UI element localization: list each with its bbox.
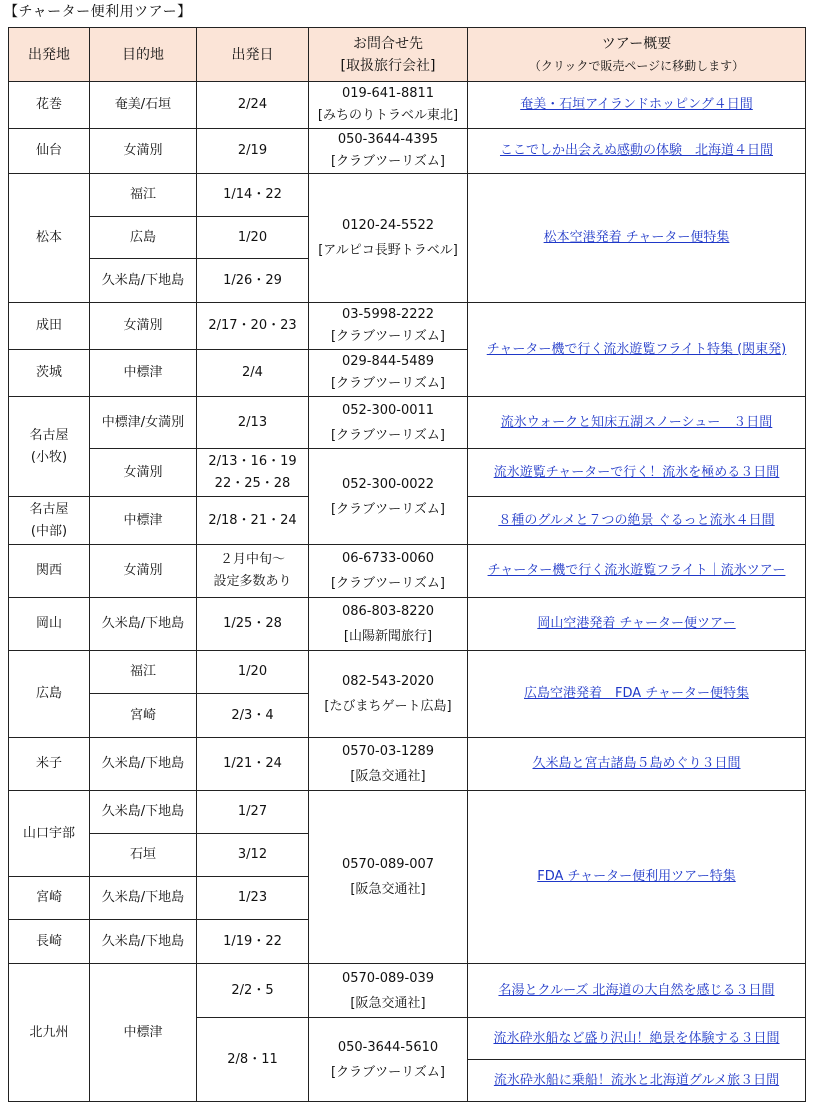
contact-agency: [アルピコ長野トラベル] <box>318 243 458 258</box>
destination-cell: 中標津/女満別 <box>90 397 197 449</box>
origin-cell: 関西 <box>9 545 90 598</box>
table-row <box>9 82 806 129</box>
tour-cell <box>468 545 806 598</box>
header-contact-line1: お問合せ先 <box>353 35 423 52</box>
contact-agency: [みちのりトラベル東北] <box>317 108 459 123</box>
table-row <box>9 303 806 350</box>
date-line2: 22・25・28 <box>214 475 291 491</box>
date-cell: 1/27 <box>197 791 309 834</box>
destination-cell: 石垣 <box>90 834 197 877</box>
header-contact <box>309 28 468 82</box>
destination-cell: 宮崎 <box>90 694 197 738</box>
tour-cell <box>468 651 806 738</box>
origin-line1: 名古屋 <box>29 427 69 443</box>
page-title: 【チャーター便利用ツアー】 <box>4 4 192 20</box>
tour-link[interactable]: チャーター機で行く流氷遊覧フライト特集 (関東発) <box>486 341 787 357</box>
tour-cell <box>468 129 806 174</box>
contact-agency: [クラブツーリズム] <box>331 501 445 517</box>
contact-cell <box>309 449 468 545</box>
date-cell: 1/26・29 <box>197 259 309 303</box>
origin-cell: 岡山 <box>9 598 90 651</box>
tour-link[interactable]: チャーター機で行く流氷遊覧フライト｜流氷ツアー <box>487 563 786 578</box>
contact-phone: 0120-24-5522 <box>341 218 435 233</box>
contact-cell <box>309 738 468 791</box>
contact-agency: [クラブツーリズム] <box>331 329 445 344</box>
contact-agency: [たびまちゲート広島] <box>324 699 452 714</box>
origin-cell: 米子 <box>9 738 90 791</box>
contact-cell <box>309 545 468 598</box>
destination-cell: 女満別 <box>90 129 197 174</box>
tour-cell <box>468 1060 806 1102</box>
origin-line1: 名古屋 <box>29 501 69 517</box>
date-cell: 2/3・4 <box>197 694 309 738</box>
destination-cell: 奄美/石垣 <box>90 82 197 129</box>
origin-cell <box>9 497 90 545</box>
contact-phone: 052-300-0022 <box>341 476 435 492</box>
destination-cell: 久米島/下地島 <box>90 598 197 651</box>
tour-cell <box>468 303 806 397</box>
origin-cell: 広島 <box>9 651 90 738</box>
date-cell: 2/2・5 <box>197 964 309 1018</box>
origin-cell: 宮崎 <box>9 877 90 920</box>
destination-cell: 広島 <box>90 217 197 259</box>
contact-phone: 0570-089-007 <box>341 857 435 872</box>
contact-agency: [クラブツーリズム] <box>331 1064 445 1080</box>
contact-phone: 086-803-8220 <box>341 604 435 619</box>
contact-cell <box>309 791 468 964</box>
destination-cell: 福江 <box>90 651 197 694</box>
table-row <box>9 964 806 1018</box>
destination-cell: 中標津 <box>90 964 197 1102</box>
destination-cell: 女満別 <box>90 449 197 497</box>
date-cell: 1/19・22 <box>197 920 309 964</box>
destination-cell: 女満別 <box>90 303 197 350</box>
origin-cell: 長崎 <box>9 920 90 964</box>
tour-link[interactable]: 松本空港発着 チャーター便特集 <box>543 230 730 245</box>
header-tour-line1: ツアー概要 <box>601 35 672 52</box>
contact-agency: [阪急交通社] <box>350 882 426 897</box>
contact-cell <box>309 598 468 651</box>
destination-cell: 久米島/下地島 <box>90 259 197 303</box>
origin-cell <box>9 397 90 497</box>
date-line1: ２月中旬～ <box>219 552 285 567</box>
contact-phone: 0570-03-1289 <box>341 744 435 759</box>
tour-link[interactable]: 流氷砕氷船など盛り沢山！絶景を体験する３日間 <box>493 1030 780 1046</box>
table-row <box>9 791 806 834</box>
tour-link[interactable]: 久米島と宮古諸島５島めぐり３日間 <box>532 756 741 771</box>
destination-cell: 中標津 <box>90 497 197 545</box>
table-row <box>9 598 806 651</box>
tour-link[interactable]: 流氷遊覧チャーターで行く！流氷を極める３日間 <box>493 464 780 480</box>
table-header-row <box>9 28 806 82</box>
date-cell: 2/18・21・24 <box>197 497 309 545</box>
origin-cell: 花巻 <box>9 82 90 129</box>
origin-cell: 成田 <box>9 303 90 350</box>
date-cell <box>197 449 309 497</box>
date-cell: 2/13 <box>197 397 309 449</box>
date-cell: 3/12 <box>197 834 309 877</box>
date-cell: 2/8・11 <box>197 1018 309 1102</box>
date-cell: 1/14・22 <box>197 174 309 217</box>
header-tour-line2: （クリックで販売ページに移動します） <box>528 58 745 73</box>
tour-link[interactable]: 広島空港発着 FDA チャーター便特集 <box>524 686 749 701</box>
contact-agency: [クラブツーリズム] <box>331 576 445 591</box>
tour-cell <box>468 791 806 964</box>
destination-cell: 久米島/下地島 <box>90 738 197 791</box>
table-row <box>9 651 806 694</box>
origin-cell: 北九州 <box>9 964 90 1102</box>
contact-agency: [クラブツーリズム] <box>331 154 445 169</box>
contact-phone: 019-641-8811 <box>341 86 435 101</box>
contact-agency: [山陽新聞旅行] <box>343 629 433 644</box>
header-destination: 目的地 <box>90 28 197 82</box>
tour-cell <box>468 82 806 129</box>
tour-cell <box>468 964 806 1018</box>
date-cell: 2/19 <box>197 129 309 174</box>
date-line2: 設定多数あり <box>213 574 292 589</box>
destination-cell: 久米島/下地島 <box>90 920 197 964</box>
contact-phone: 052-300-0011 <box>341 402 435 418</box>
tour-link[interactable]: 岡山空港発着 チャーター便ツアー <box>537 616 736 631</box>
origin-cell: 山口宇部 <box>9 791 90 877</box>
contact-agency: [クラブツーリズム] <box>331 376 445 391</box>
contact-cell <box>309 350 468 397</box>
destination-cell: 久米島/下地島 <box>90 791 197 834</box>
origin-line2: (中部) <box>30 523 68 539</box>
tour-cell <box>468 1018 806 1060</box>
contact-phone: 0570-089-039 <box>341 970 435 986</box>
contact-cell <box>309 303 468 350</box>
contact-cell <box>309 129 468 174</box>
origin-cell: 松本 <box>9 174 90 303</box>
date-cell: 1/20 <box>197 651 309 694</box>
contact-cell <box>309 651 468 738</box>
contact-agency: [クラブツーリズム] <box>331 427 445 443</box>
tour-cell <box>468 174 806 303</box>
contact-cell <box>309 174 468 303</box>
tour-cell <box>468 449 806 497</box>
tour-link[interactable]: 流氷ウォークと知床五湖スノーシュー ３日間 <box>500 414 773 430</box>
origin-cell: 茨城 <box>9 350 90 397</box>
contact-cell <box>309 964 468 1018</box>
charter-tour-table <box>8 27 806 1102</box>
contact-phone: 03-5998-2222 <box>341 307 435 322</box>
header-contact-line2: [取扱旅行会社] <box>340 57 436 74</box>
header-date: 出発日 <box>197 28 309 82</box>
tour-link[interactable]: 流氷砕氷船に乗船！流氷と北海道グルメ旅３日間 <box>493 1072 780 1088</box>
tour-cell <box>468 497 806 545</box>
destination-cell: 中標津 <box>90 350 197 397</box>
origin-line2: (小牧) <box>30 449 68 465</box>
date-cell: 1/23 <box>197 877 309 920</box>
contact-agency: [阪急交通社] <box>350 769 426 784</box>
table-row <box>9 738 806 791</box>
origin-cell: 仙台 <box>9 129 90 174</box>
table-row <box>9 174 806 217</box>
destination-cell: 女満別 <box>90 545 197 598</box>
contact-phone: 06-6733-0060 <box>341 551 435 566</box>
contact-phone: 050-3644-4395 <box>337 132 439 147</box>
table-row <box>9 449 806 497</box>
date-cell: 1/25・28 <box>197 598 309 651</box>
contact-cell <box>309 397 468 449</box>
header-origin: 出発地 <box>9 28 90 82</box>
header-tour <box>468 28 806 82</box>
destination-cell: 久米島/下地島 <box>90 877 197 920</box>
contact-phone: 050-3644-5610 <box>337 1039 439 1055</box>
tour-link[interactable]: 奄美・石垣アイランドホッピング４日間 <box>520 97 753 112</box>
date-cell: 1/20 <box>197 217 309 259</box>
tour-cell <box>468 738 806 791</box>
date-cell: 2/24 <box>197 82 309 129</box>
date-cell: 2/17・20・23 <box>197 303 309 350</box>
tour-cell <box>468 397 806 449</box>
table-row <box>9 545 806 598</box>
tour-link[interactable]: ８種のグルメと７つの絶景 ぐるっと流氷４日間 <box>498 512 775 528</box>
date-cell: 1/21・24 <box>197 738 309 791</box>
contact-phone: 082-543-2020 <box>341 674 435 689</box>
contact-cell <box>309 82 468 129</box>
date-cell <box>197 545 309 598</box>
contact-cell <box>309 1018 468 1102</box>
tour-link[interactable]: FDA チャーター便利用ツアー特集 <box>537 869 736 884</box>
tour-link[interactable]: 名湯とクルーズ 北海道の大自然を感じる３日間 <box>498 982 775 998</box>
date-line1: 2/13・16・19 <box>208 453 297 469</box>
tour-link[interactable]: ここでしか出会えぬ感動の体験 北海道４日間 <box>499 143 773 158</box>
table-row <box>9 129 806 174</box>
date-cell: 2/4 <box>197 350 309 397</box>
contact-agency: [阪急交通社] <box>350 995 426 1011</box>
contact-phone: 029-844-5489 <box>341 354 435 369</box>
destination-cell: 福江 <box>90 174 197 217</box>
tour-cell <box>468 598 806 651</box>
table-row <box>9 397 806 449</box>
